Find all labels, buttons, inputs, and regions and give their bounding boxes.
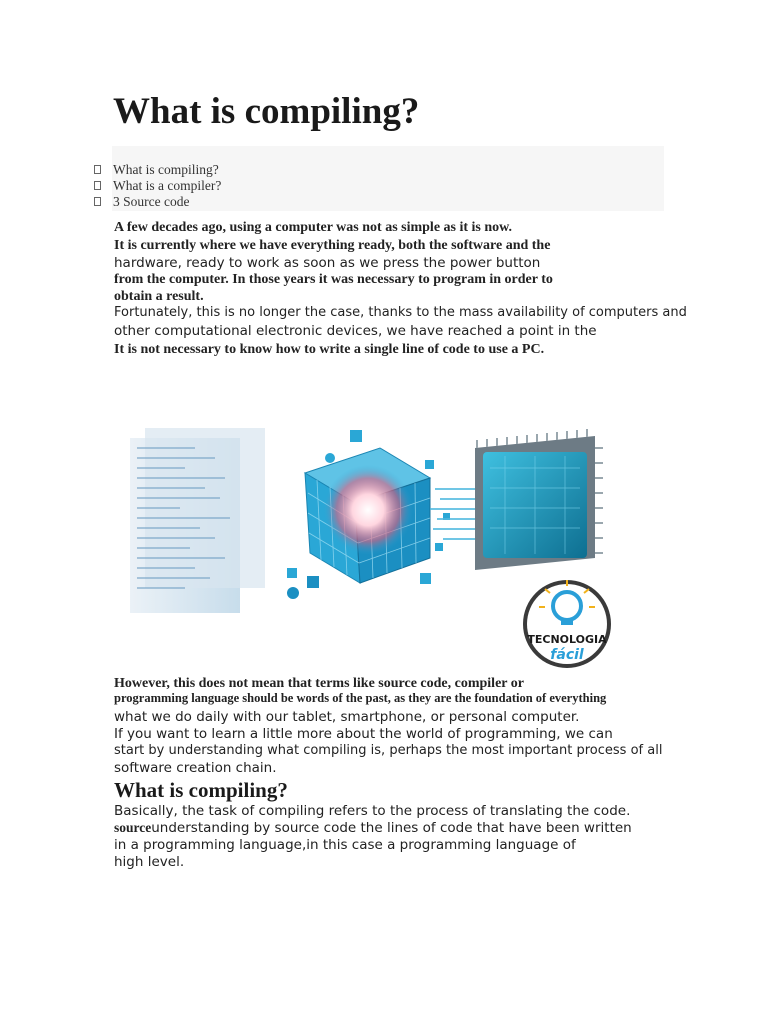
table-of-contents	[112, 146, 664, 211]
page-title: What is compiling?	[113, 91, 420, 132]
illustration-svg	[125, 418, 625, 670]
section-heading: What is compiling?	[114, 778, 288, 802]
bold-term: source	[114, 820, 152, 835]
bullet-icon	[94, 165, 101, 174]
intro-line: Fortunately, this is no longer the case, thanks to the mass availability of computers and	[114, 305, 687, 320]
tecnologia-facil-logo	[523, 580, 611, 668]
body-line: programming language should be words of the past, as they are the foundation of everything	[114, 691, 607, 705]
body-line: what we do daily with our tablet, smartphone, or personal computer.	[114, 709, 580, 725]
data-cube	[287, 430, 450, 599]
compiling-illustration	[125, 418, 625, 670]
processor-chip	[475, 429, 603, 570]
binary-stream	[430, 488, 475, 540]
section-line-rest: understanding by source code the lines of code that have been written	[151, 820, 632, 836]
intro-line: from the computer. In those years it was necessary to program in order to	[114, 272, 553, 287]
code-panels	[130, 428, 265, 613]
body-line: If you want to learn a little more about the world of programming, we can	[114, 726, 613, 742]
intro-line: hardware, ready to work as soon as we press the power button	[114, 255, 541, 271]
body-line: software creation chain.	[114, 760, 277, 776]
intro-line: It is currently where we have everything ready, both the software and the	[114, 238, 551, 253]
intro-line: other computational electronic devices, we have reached a point in the	[114, 323, 597, 339]
section-line: high level.	[114, 854, 185, 870]
logo-text-line2: fácil	[550, 647, 584, 663]
section-line: Basically, the task of compiling refers to the process of translating the code.	[114, 803, 631, 819]
intro-line: It is not necessary to know how to write a single line of code to use a PC.	[114, 342, 545, 357]
logo-text-line1: TECNOLOGIA	[527, 633, 607, 646]
toc-item-label[interactable]: 3 Source code	[113, 194, 190, 209]
bullet-icon	[94, 197, 101, 206]
section-line	[114, 820, 632, 836]
intro-line: A few decades ago, using a computer was not as simple as it is now.	[114, 220, 512, 235]
bullet-icon	[94, 181, 101, 190]
toc-item-label[interactable]: What is a compiler?	[113, 178, 222, 193]
toc-item-label[interactable]: What is compiling?	[113, 162, 219, 177]
intro-line: obtain a result.	[114, 289, 204, 304]
body-line: start by understanding what compiling is, perhaps the most important process of all	[114, 743, 663, 758]
section-line: in a programming language,in this case a programming language of	[114, 837, 576, 853]
body-line: However, this does not mean that terms like source code, compiler or	[114, 676, 524, 691]
